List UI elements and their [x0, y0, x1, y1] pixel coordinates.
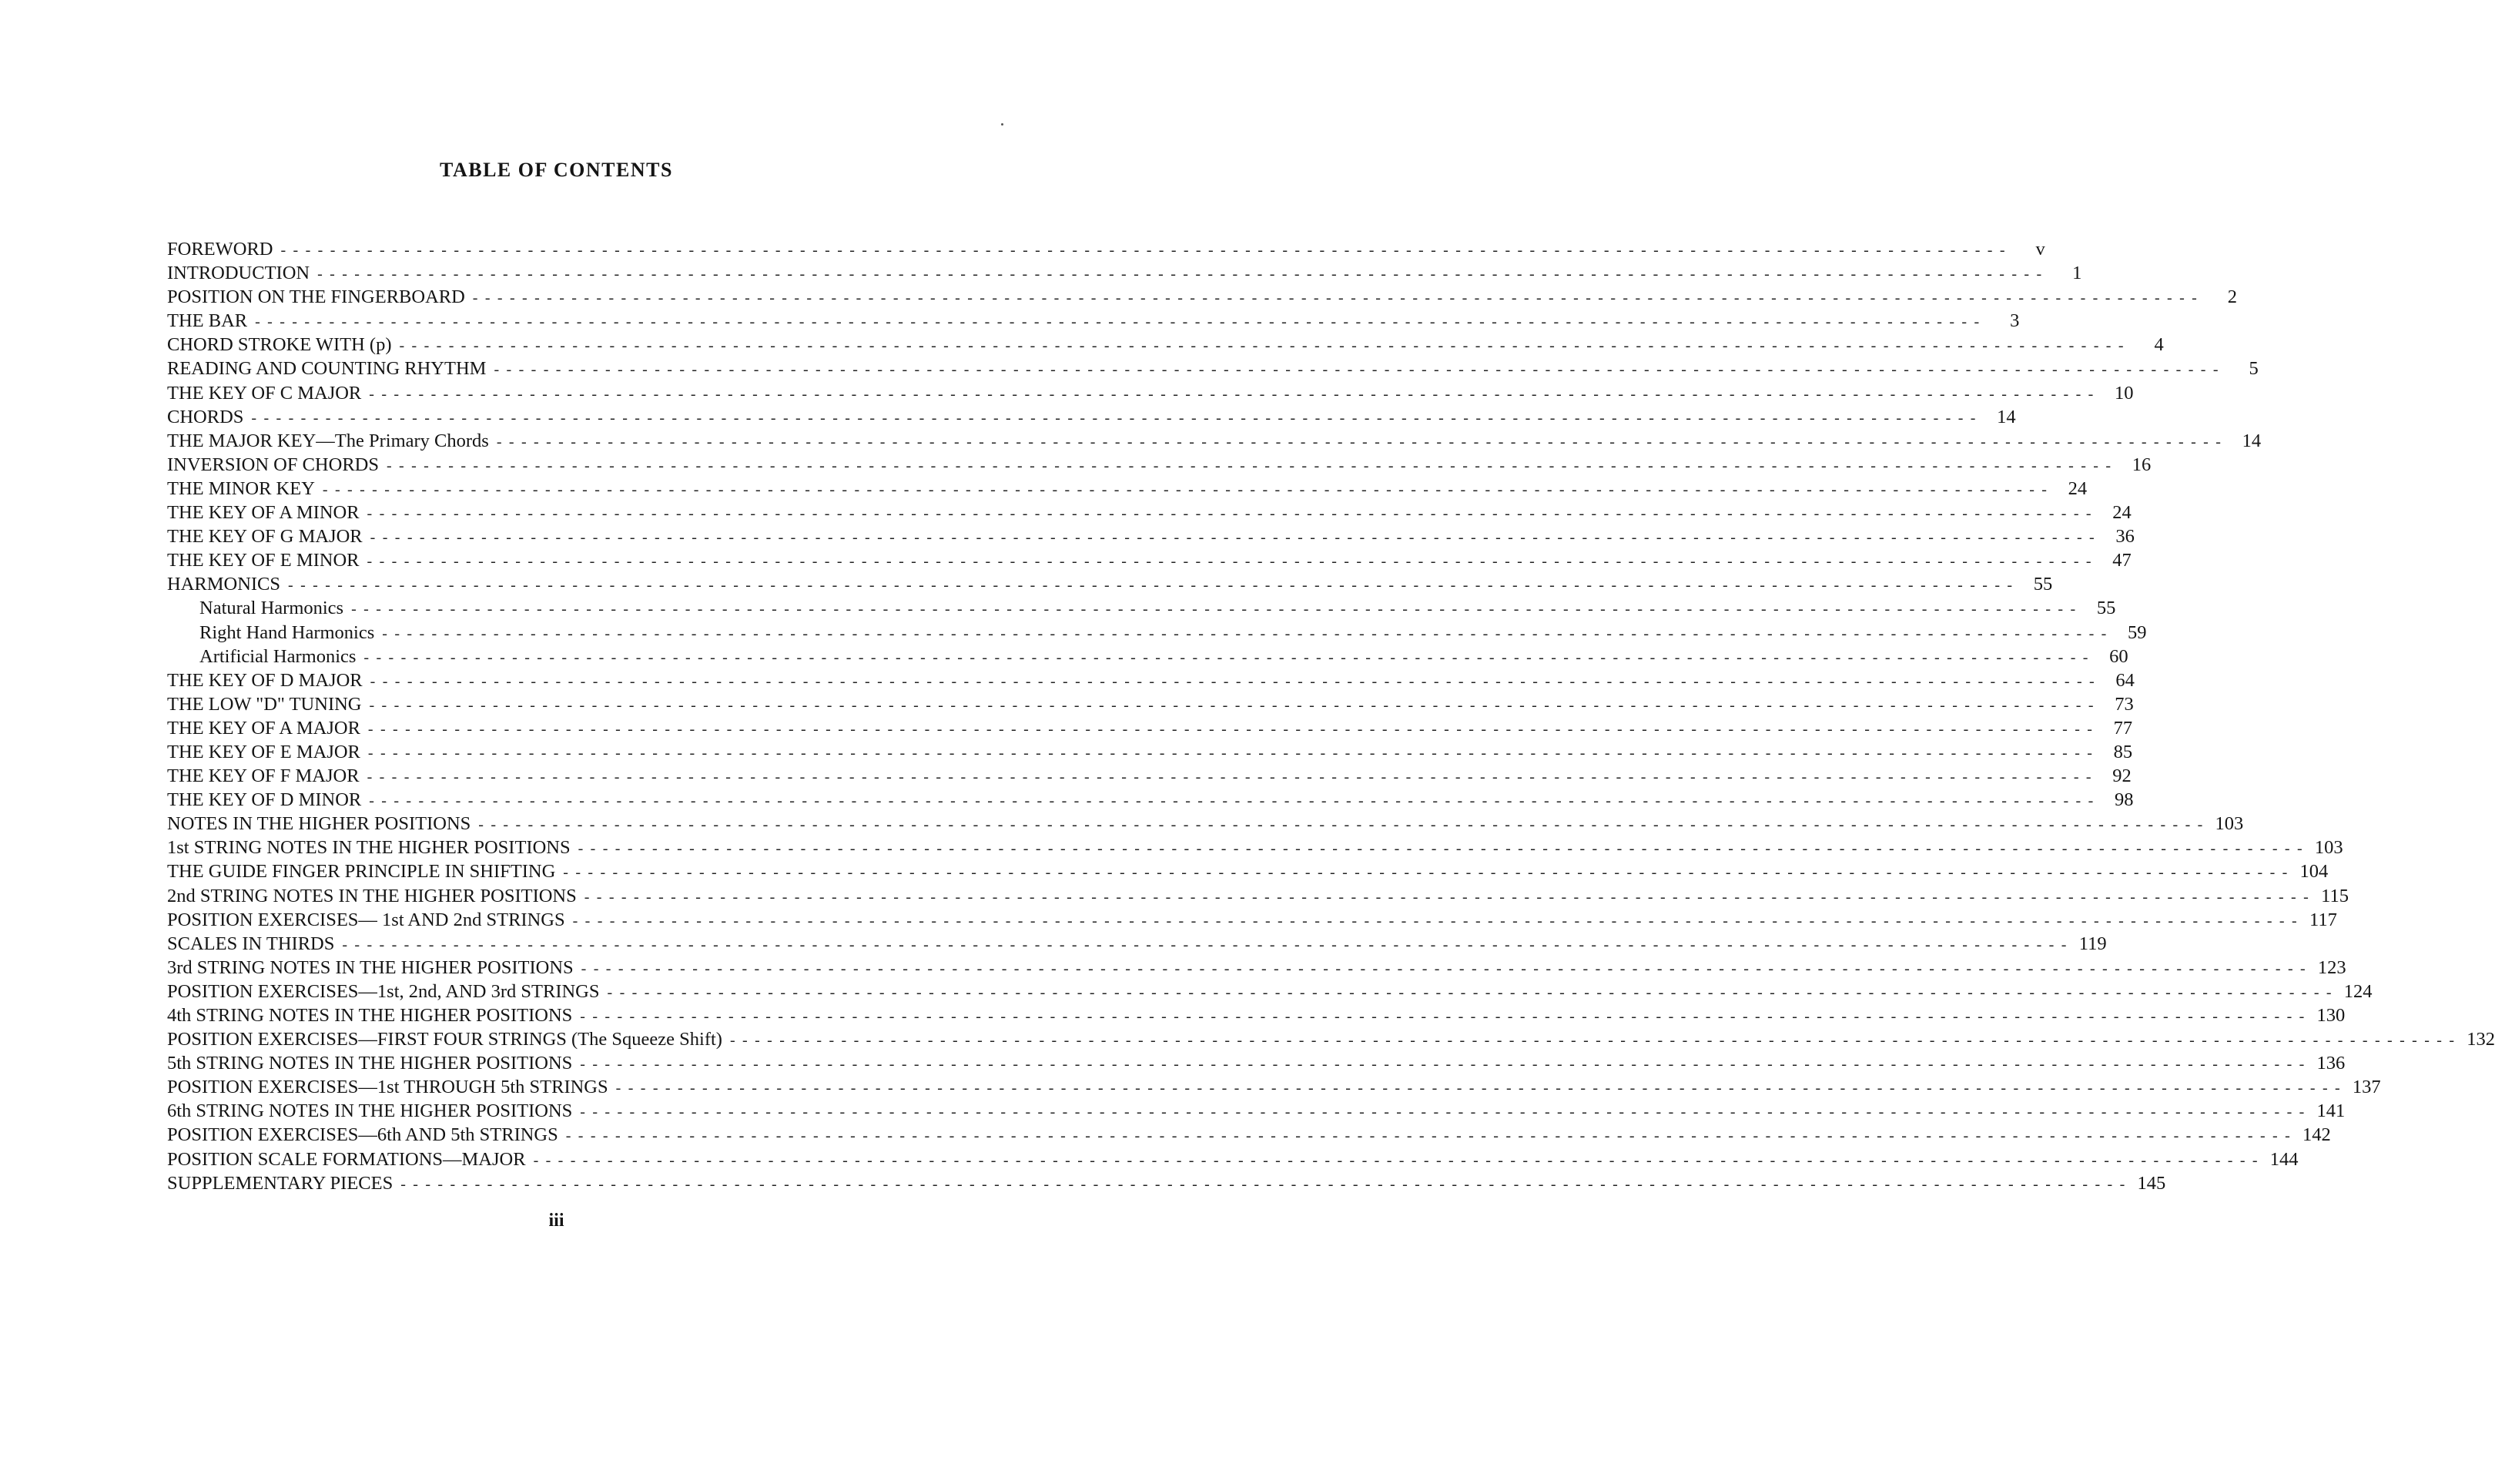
- toc-entry-title: THE KEY OF D MAJOR: [167, 669, 363, 691]
- toc-dot-leader: - - - - - - - - - - - - - - - - - - - - - - - - - - - - - - - - - - - - - - - - - - - - - - - - - - - - - - - - - - - - - - - - - - - - - - - - - - - - - - - - - - - - - - - - - - - - - - - - - - - - - - - - - - - - - - - - - - - - - - - - - - - - - - - - - - - - - - - - - - - -: [472, 290, 2199, 307]
- toc-entry: [167, 645, 2128, 668]
- toc-entry: [167, 453, 2152, 477]
- toc-entry-title: POSITION EXERCISES—FIRST FOUR STRINGS (The Squeeze Shift): [167, 1029, 722, 1050]
- toc-entry-page: 77: [2113, 717, 2133, 739]
- toc-entry-page: 10: [2115, 382, 2134, 404]
- toc-dot-leader: - - - - - - - - - - - - - - - - - - - - - - - - - - - - - - - - - - - - - - - - - - - - - - - - - - - - - - - - - - - - - - - - - - - - - - - - - - - - - - - - - - - - - - - - - - - - - - - - - - - - - - - - - - - - - - - - - - - - - - - - - - - - - - - - - - - - - - - - - - - -: [584, 888, 2310, 906]
- toc-entry-title: Right Hand Harmonics: [199, 621, 375, 643]
- toc-entry-title: NOTES IN THE HIGHER POSITIONS: [167, 813, 471, 835]
- toc-entry-title: INVERSION OF CHORDS: [167, 454, 379, 475]
- toc-entry-title: 2nd STRING NOTES IN THE HIGHER POSITIONS: [167, 885, 577, 906]
- toc-dot-leader: - - - - - - - - - - - - - - - - - - - - - - - - - - - - - - - - - - - - - - - - - - - - - - - - - - - - - - - - - - - - - - - - - - - - - - - - - - - - - - - - - - - - - - - - - - - - - - - - - - - - - - - - - - - - - - - - - - - - - - - - - - - - - - - - - - - - - - - - - - - -: [367, 744, 2095, 762]
- toc-entry-title: 1st STRING NOTES IN THE HIGHER POSITIONS: [167, 837, 571, 859]
- toc-dot-leader: - - - - - - - - - - - - - - - - - - - - - - - - - - - - - - - - - - - - - - - - - - - - - - - - - - - - - - - - - - - - - - - - - - - - - - - - - - - - - - - - - - - - - - - - - - - - - - - - - - - - - - - - - - - - - - - - - - - - - - - - - - - - - - - - - - - - - - - - - - - -: [370, 529, 2096, 547]
- toc-entry-title: THE KEY OF A MINOR: [167, 502, 360, 524]
- table-of-contents: [167, 237, 2495, 1195]
- toc-dot-leader: - - - - - - - - - - - - - - - - - - - - - - - - - - - - - - - - - - - - - - - - - - - - - - - - - - - - - - - - - - - - - - - - - - - - - - - - - - - - - - - - - - - - - - - - - - - - - - - - - - - - - - - - - - - - - - - - - - - - - - - - - - - - - - - - - - - - - - - - - - - -: [382, 625, 2108, 642]
- toc-dot-leader: - - - - - - - - - - - - - - - - - - - - - - - - - - - - - - - - - - - - - - - - - - - - - - - - - - - - - - - - - - - - - - - - - - - - - - - - - - - - - - - - - - - - - - - - - - - - - - - - - - - - - - - - - - - - - - - - - - - - - - - - - - - - - - - - - - - - - - - - - - - -: [615, 1080, 2342, 1097]
- toc-dot-leader: - - - - - - - - - - - - - - - - - - - - - - - - - - - - - - - - - - - - - - - - - - - - - - - - - - - - - - - - - - - - - - - - - - - - - - - - - - - - - - - - - - - - - - - - - - - - - - - - - - - - - - - - - - - - - - - - - - - - - - - - - - - - - - - - - - - - - - - - - - - -: [581, 960, 2307, 977]
- toc-entry: [167, 261, 2082, 285]
- toc-entry: [167, 740, 2133, 764]
- toc-entry: [167, 621, 2147, 645]
- toc-entry-page: 132: [2467, 1029, 2495, 1050]
- toc-entry-title: HARMONICS: [167, 574, 281, 595]
- toc-entry-page: 64: [2115, 669, 2135, 691]
- toc-dot-leader: - - - - - - - - - - - - - - - - - - - - - - - - - - - - - - - - - - - - - - - - - - - - - - - - - - - - - - - - - - - - - - - - - - - - - - - - - - - - - - - - - - - - - - - - - - - - - - - - - - - - - - - - - - - - - - - - - - - - - - - - - - - - - - - - - - - - - - - - - - - -: [729, 1032, 2456, 1050]
- toc-entry-title: 3rd STRING NOTES IN THE HIGHER POSITIONS: [167, 956, 574, 978]
- toc-entry: [167, 1123, 2331, 1147]
- toc-dot-leader: - - - - - - - - - - - - - - - - - - - - - - - - - - - - - - - - - - - - - - - - - - - - - - - - - - - - - - - - - - - - - - - - - - - - - - - - - - - - - - - - - - - - - - - - - - - - - - - - - - - - - - - - - - - - - - - - - - - - - - - - - - - - - - - - - - - - - - - - - - - -: [400, 1175, 2127, 1193]
- toc-dot-leader: - - - - - - - - - - - - - - - - - - - - - - - - - - - - - - - - - - - - - - - - - - - - - - - - - - - - - - - - - - - - - - - - - - - - - - - - - - - - - - - - - - - - - - - - - - - - - - - - - - - - - - - - - - - - - - - - - - - - - - - - - - - - - - - - - - - - - - - - - - - -: [280, 242, 2007, 259]
- toc-entry: [167, 524, 2135, 548]
- toc-entry: [167, 405, 2016, 429]
- toc-entry-page: 3: [2010, 310, 2020, 332]
- toc-dot-leader: - - - - - - - - - - - - - - - - - - - - - - - - - - - - - - - - - - - - - - - - - - - - - - - - - - - - - - - - - - - - - - - - - - - - - - - - - - - - - - - - - - - - - - - - - - - - - - - - - - - - - - - - - - - - - - - - - - - - - - - - - - - - - - - - - - - - - - - - - - - -: [494, 361, 2220, 379]
- toc-dot-leader: - - - - - - - - - - - - - - - - - - - - - - - - - - - - - - - - - - - - - - - - - - - - - - - - - - - - - - - - - - - - - - - - - - - - - - - - - - - - - - - - - - - - - - - - - - - - - - - - - - - - - - - - - - - - - - - - - - - - - - - - - - - - - - - - - - - - - - - - - - - -: [367, 769, 2093, 786]
- toc-entry: [167, 956, 2346, 980]
- toc-dot-leader: - - - - - - - - - - - - - - - - - - - - - - - - - - - - - - - - - - - - - - - - - - - - - - - - - - - - - - - - - - - - - - - - - - - - - - - - - - - - - - - - - - - - - - - - - - - - - - - - - - - - - - - - - - - - - - - - - - - - - - - - - - - - - - - - - - - - - - - - - - - -: [578, 840, 2304, 858]
- toc-entry-title: POSITION SCALE FORMATIONS—MAJOR: [167, 1148, 526, 1170]
- toc-entry-title: SUPPLEMENTARY PIECES: [167, 1172, 394, 1194]
- toc-entry: [167, 668, 2135, 692]
- toc-entry-title: THE MINOR KEY: [167, 477, 315, 499]
- scan-speck: [1001, 123, 1003, 126]
- toc-entry-page: 142: [2302, 1124, 2331, 1146]
- toc-entry: [167, 333, 2164, 357]
- toc-entry-page: 73: [2115, 693, 2134, 715]
- toc-entry: [167, 859, 2329, 883]
- toc-entry: [167, 1099, 2346, 1123]
- toc-dot-leader: - - - - - - - - - - - - - - - - - - - - - - - - - - - - - - - - - - - - - - - - - - - - - - - - - - - - - - - - - - - - - - - - - - - - - - - - - - - - - - - - - - - - - - - - - - - - - - - - - - - - - - - - - - - - - - - - - - - - - - - - - - - - - - - - - - - - - - - - - - - -: [255, 313, 1981, 331]
- toc-entry-page: 16: [2132, 454, 2152, 475]
- toc-entry: [167, 501, 2132, 524]
- toc-entry: [167, 764, 2132, 788]
- toc-dot-leader: - - - - - - - - - - - - - - - - - - - - - - - - - - - - - - - - - - - - - - - - - - - - - - - - - - - - - - - - - - - - - - - - - - - - - - - - - - - - - - - - - - - - - - - - - - - - - - - - - - - - - - - - - - - - - - - - - - - - - - - - - - - - - - - - - - - - - - - - - - - -: [369, 696, 2095, 714]
- toc-entry: [167, 548, 2132, 572]
- toc-entry-title: READING AND COUNTING RHYTHM: [167, 358, 487, 380]
- toc-dot-leader: - - - - - - - - - - - - - - - - - - - - - - - - - - - - - - - - - - - - - - - - - - - - - - - - - - - - - - - - - - - - - - - - - - - - - - - - - - - - - - - - - - - - - - - - - - - - - - - - - - - - - - - - - - - - - - - - - - - - - - - - - - - - - - - - - - - - - - - - - - - -: [496, 433, 2223, 451]
- toc-dot-leader: - - - - - - - - - - - - - - - - - - - - - - - - - - - - - - - - - - - - - - - - - - - - - - - - - - - - - - - - - - - - - - - - - - - - - - - - - - - - - - - - - - - - - - - - - - - - - - - - - - - - - - - - - - - - - - - - - - - - - - - - - - - - - - - - - - - - - - - - - - - -: [572, 912, 2299, 930]
- page-number: iii: [548, 1211, 564, 1231]
- toc-dot-leader: - - - - - - - - - - - - - - - - - - - - - - - - - - - - - - - - - - - - - - - - - - - - - - - - - - - - - - - - - - - - - - - - - - - - - - - - - - - - - - - - - - - - - - - - - - - - - - - - - - - - - - - - - - - - - - - - - - - - - - - - - - - - - - - - - - - - - - - - - - - -: [478, 816, 2205, 834]
- toc-entry-title: THE KEY OF D MINOR: [167, 789, 362, 811]
- toc-entry-page: 55: [2096, 598, 2116, 619]
- toc-dot-leader: - - - - - - - - - - - - - - - - - - - - - - - - - - - - - - - - - - - - - - - - - - - - - - - - - - - - - - - - - - - - - - - - - - - - - - - - - - - - - - - - - - - - - - - - - - - - - - - - - - - - - - - - - - - - - - - - - - - - - - - - - - - - - - - - - - - - - - - - - - - -: [369, 792, 2095, 810]
- toc-entry: [167, 788, 2134, 812]
- toc-entry-title: Artificial Harmonics: [199, 645, 357, 667]
- toc-entry: [167, 285, 2238, 309]
- toc-entry-title: 5th STRING NOTES IN THE HIGHER POSITIONS: [167, 1053, 573, 1074]
- toc-entry-page: 145: [2137, 1172, 2166, 1194]
- toc-entry-title: Natural Harmonics: [199, 598, 344, 619]
- toc-entry-page: 104: [2299, 861, 2329, 883]
- toc-dot-leader: - - - - - - - - - - - - - - - - - - - - - - - - - - - - - - - - - - - - - - - - - - - - - - - - - - - - - - - - - - - - - - - - - - - - - - - - - - - - - - - - - - - - - - - - - - - - - - - - - - - - - - - - - - - - - - - - - - - - - - - - - - - - - - - - - - - - - - - - - - - -: [580, 1104, 2306, 1121]
- page-title: TABLE OF CONTENTS: [440, 159, 673, 181]
- toc-entry-title: THE BAR: [167, 310, 248, 332]
- toc-entry: [167, 572, 2053, 596]
- toc-entry: [167, 908, 2337, 932]
- toc-entry-title: CHORD STROKE WITH (p): [167, 334, 392, 356]
- toc-entry-page: 130: [2316, 1005, 2346, 1026]
- toc-entry-title: THE KEY OF C MAJOR: [167, 382, 362, 404]
- toc-entry-page: 1: [2072, 263, 2082, 284]
- toc-entry-page: 85: [2113, 741, 2133, 762]
- toc-entry-page: 137: [2352, 1077, 2381, 1098]
- toc-entry-title: INTRODUCTION: [167, 263, 310, 284]
- toc-entry: [167, 1051, 2346, 1075]
- toc-entry: [167, 309, 2020, 333]
- toc-entry-page: 103: [2314, 837, 2343, 859]
- toc-entry-page: 5: [2249, 358, 2259, 380]
- toc-entry-title: THE KEY OF A MAJOR: [167, 717, 360, 739]
- toc-entry-page: 24: [2068, 477, 2088, 499]
- toc-dot-leader: - - - - - - - - - - - - - - - - - - - - - - - - - - - - - - - - - - - - - - - - - - - - - - - - - - - - - - - - - - - - - - - - - - - - - - - - - - - - - - - - - - - - - - - - - - - - - - - - - - - - - - - - - - - - - - - - - - - - - - - - - - - - - - - - - - - - - - - - - - - -: [580, 1008, 2306, 1025]
- toc-entry-page: v: [2035, 239, 2045, 260]
- toc-entry: [167, 429, 2262, 453]
- toc-dot-leader: - - - - - - - - - - - - - - - - - - - - - - - - - - - - - - - - - - - - - - - - - - - - - - - - - - - - - - - - - - - - - - - - - - - - - - - - - - - - - - - - - - - - - - - - - - - - - - - - - - - - - - - - - - - - - - - - - - - - - - - - - - - - - - - - - - - - - - - - - - - -: [580, 1056, 2306, 1074]
- toc-entry-page: 59: [2128, 621, 2147, 643]
- toc-entry-page: 24: [2112, 502, 2132, 524]
- toc-entry-title: THE MAJOR KEY—The Primary Chords: [167, 430, 489, 451]
- toc-entry-page: 136: [2316, 1053, 2346, 1074]
- toc-entry-page: 14: [1997, 406, 2016, 427]
- toc-entry-title: THE GUIDE FINGER PRINCIPLE IN SHIFTING: [167, 861, 556, 883]
- toc-entry: [167, 812, 2244, 836]
- toc-dot-leader: - - - - - - - - - - - - - - - - - - - - - - - - - - - - - - - - - - - - - - - - - - - - - - - - - - - - - - - - - - - - - - - - - - - - - - - - - - - - - - - - - - - - - - - - - - - - - - - - - - - - - - - - - - - - - - - - - - - - - - - - - - - - - - - - - - - - - - - - - - - -: [322, 481, 2049, 498]
- toc-entry-title: THE LOW "D" TUNING: [167, 693, 362, 715]
- toc-entry-page: 119: [2078, 933, 2107, 954]
- toc-entry-page: 47: [2112, 550, 2132, 571]
- toc-entry-title: 4th STRING NOTES IN THE HIGHER POSITIONS: [167, 1005, 573, 1026]
- toc-entry-title: FOREWORD: [167, 239, 273, 260]
- toc-entry: [167, 884, 2349, 908]
- toc-entry-page: 2: [2227, 286, 2238, 308]
- toc-entry-title: POSITION ON THE FINGERBOARD: [167, 286, 465, 308]
- toc-dot-leader: - - - - - - - - - - - - - - - - - - - - - - - - - - - - - - - - - - - - - - - - - - - - - - - - - - - - - - - - - - - - - - - - - - - - - - - - - - - - - - - - - - - - - - - - - - - - - - - - - - - - - - - - - - - - - - - - - - - - - - - - - - - - - - - - - - - - - - - - - - - -: [288, 577, 2014, 595]
- toc-entry-page: 55: [2033, 574, 2053, 595]
- toc-entry-page: 141: [2316, 1100, 2346, 1122]
- toc-entry-title: THE KEY OF G MAJOR: [167, 526, 363, 548]
- toc-entry: [167, 692, 2134, 716]
- toc-entry: [167, 836, 2343, 859]
- toc-dot-leader: - - - - - - - - - - - - - - - - - - - - - - - - - - - - - - - - - - - - - - - - - - - - - - - - - - - - - - - - - - - - - - - - - - - - - - - - - - - - - - - - - - - - - - - - - - - - - - - - - - - - - - - - - - - - - - - - - - - - - - - - - - - - - - - - - - - - - - - - - - - -: [563, 864, 2289, 882]
- toc-entry-page: 60: [2109, 645, 2128, 667]
- toc-entry: [167, 932, 2107, 956]
- toc-entry-title: THE KEY OF F MAJOR: [167, 765, 360, 787]
- toc-entry: [167, 716, 2133, 740]
- toc-dot-leader: - - - - - - - - - - - - - - - - - - - - - - - - - - - - - - - - - - - - - - - - - - - - - - - - - - - - - - - - - - - - - - - - - - - - - - - - - - - - - - - - - - - - - - - - - - - - - - - - - - - - - - - - - - - - - - - - - - - - - - - - - - - - - - - - - - - - - - - - - - - -: [251, 409, 1978, 427]
- toc-entry-page: 123: [2317, 956, 2346, 978]
- toc-dot-leader: - - - - - - - - - - - - - - - - - - - - - - - - - - - - - - - - - - - - - - - - - - - - - - - - - - - - - - - - - - - - - - - - - - - - - - - - - - - - - - - - - - - - - - - - - - - - - - - - - - - - - - - - - - - - - - - - - - - - - - - - - - - - - - - - - - - - - - - - - - - -: [565, 1127, 2292, 1145]
- toc-entry-title: POSITION EXERCISES—1st, 2nd, AND 3rd STRINGS: [167, 980, 600, 1002]
- toc-dot-leader: - - - - - - - - - - - - - - - - - - - - - - - - - - - - - - - - - - - - - - - - - - - - - - - - - - - - - - - - - - - - - - - - - - - - - - - - - - - - - - - - - - - - - - - - - - - - - - - - - - - - - - - - - - - - - - - - - - - - - - - - - - - - - - - - - - - - - - - - - - - -: [386, 457, 2113, 474]
- toc-dot-leader: - - - - - - - - - - - - - - - - - - - - - - - - - - - - - - - - - - - - - - - - - - - - - - - - - - - - - - - - - - - - - - - - - - - - - - - - - - - - - - - - - - - - - - - - - - - - - - - - - - - - - - - - - - - - - - - - - - - - - - - - - - - - - - - - - - - - - - - - - - - -: [342, 936, 2068, 953]
- toc-entry: [167, 1147, 2299, 1171]
- toc-dot-leader: - - - - - - - - - - - - - - - - - - - - - - - - - - - - - - - - - - - - - - - - - - - - - - - - - - - - - - - - - - - - - - - - - - - - - - - - - - - - - - - - - - - - - - - - - - - - - - - - - - - - - - - - - - - - - - - - - - - - - - - - - - - - - - - - - - - - - - - - - - - -: [607, 983, 2333, 1001]
- toc-entry-page: 4: [2154, 334, 2164, 356]
- toc-entry-page: 98: [2114, 789, 2134, 811]
- toc-dot-leader: - - - - - - - - - - - - - - - - - - - - - - - - - - - - - - - - - - - - - - - - - - - - - - - - - - - - - - - - - - - - - - - - - - - - - - - - - - - - - - - - - - - - - - - - - - - - - - - - - - - - - - - - - - - - - - - - - - - - - - - - - - - - - - - - - - - - - - - - - - - -: [370, 672, 2096, 690]
- toc-entry-title: POSITION EXERCISES—6th AND 5th STRINGS: [167, 1124, 558, 1146]
- toc-dot-leader: - - - - - - - - - - - - - - - - - - - - - - - - - - - - - - - - - - - - - - - - - - - - - - - - - - - - - - - - - - - - - - - - - - - - - - - - - - - - - - - - - - - - - - - - - - - - - - - - - - - - - - - - - - - - - - - - - - - - - - - - - - - - - - - - - - - - - - - - - - - -: [533, 1151, 2259, 1169]
- toc-entry-page: 144: [2269, 1148, 2299, 1170]
- toc-dot-leader: - - - - - - - - - - - - - - - - - - - - - - - - - - - - - - - - - - - - - - - - - - - - - - - - - - - - - - - - - - - - - - - - - - - - - - - - - - - - - - - - - - - - - - - - - - - - - - - - - - - - - - - - - - - - - - - - - - - - - - - - - - - - - - - - - - - - - - - - - - - -: [399, 337, 2125, 355]
- toc-entry: [167, 1003, 2346, 1027]
- toc-entry: [167, 1027, 2495, 1051]
- toc-entry-title: 6th STRING NOTES IN THE HIGHER POSITIONS: [167, 1100, 573, 1122]
- toc-dot-leader: - - - - - - - - - - - - - - - - - - - - - - - - - - - - - - - - - - - - - - - - - - - - - - - - - - - - - - - - - - - - - - - - - - - - - - - - - - - - - - - - - - - - - - - - - - - - - - - - - - - - - - - - - - - - - - - - - - - - - - - - - - - - - - - - - - - - - - - - - - - -: [369, 385, 2095, 403]
- toc-dot-leader: - - - - - - - - - - - - - - - - - - - - - - - - - - - - - - - - - - - - - - - - - - - - - - - - - - - - - - - - - - - - - - - - - - - - - - - - - - - - - - - - - - - - - - - - - - - - - - - - - - - - - - - - - - - - - - - - - - - - - - - - - - - - - - - - - - - - - - - - - - - -: [351, 601, 2078, 618]
- toc-dot-leader: - - - - - - - - - - - - - - - - - - - - - - - - - - - - - - - - - - - - - - - - - - - - - - - - - - - - - - - - - - - - - - - - - - - - - - - - - - - - - - - - - - - - - - - - - - - - - - - - - - - - - - - - - - - - - - - - - - - - - - - - - - - - - - - - - - - - - - - - - - - -: [367, 553, 2093, 571]
- toc-entry: [167, 381, 2134, 405]
- toc-dot-leader: - - - - - - - - - - - - - - - - - - - - - - - - - - - - - - - - - - - - - - - - - - - - - - - - - - - - - - - - - - - - - - - - - - - - - - - - - - - - - - - - - - - - - - - - - - - - - - - - - - - - - - - - - - - - - - - - - - - - - - - - - - - - - - - - - - - - - - - - - - - -: [367, 505, 2093, 523]
- toc-entry-page: 124: [2343, 980, 2373, 1002]
- toc-entry-title: CHORDS: [167, 406, 244, 427]
- toc-entry-page: 115: [2321, 885, 2349, 906]
- toc-entry: [167, 357, 2259, 380]
- toc-entry: [167, 477, 2088, 501]
- toc-dot-leader: - - - - - - - - - - - - - - - - - - - - - - - - - - - - - - - - - - - - - - - - - - - - - - - - - - - - - - - - - - - - - - - - - - - - - - - - - - - - - - - - - - - - - - - - - - - - - - - - - - - - - - - - - - - - - - - - - - - - - - - - - - - - - - - - - - - - - - - - - - - -: [317, 266, 2044, 283]
- toc-entry-title: POSITION EXERCISES— 1st AND 2nd STRINGS: [167, 909, 565, 930]
- toc-entry: [167, 1075, 2381, 1099]
- toc-entry: [167, 596, 2116, 620]
- toc-entry-title: POSITION EXERCISES—1st THROUGH 5th STRINGS: [167, 1077, 608, 1098]
- toc-entry-page: 36: [2115, 526, 2135, 548]
- toc-entry-page: 14: [2242, 430, 2262, 451]
- toc-dot-leader: - - - - - - - - - - - - - - - - - - - - - - - - - - - - - - - - - - - - - - - - - - - - - - - - - - - - - - - - - - - - - - - - - - - - - - - - - - - - - - - - - - - - - - - - - - - - - - - - - - - - - - - - - - - - - - - - - - - - - - - - - - - - - - - - - - - - - - - - - - - -: [363, 648, 2090, 666]
- toc-entry: [167, 1171, 2166, 1195]
- toc-entry-title: THE KEY OF E MINOR: [167, 550, 360, 571]
- toc-entry-page: 92: [2112, 765, 2132, 787]
- toc-entry: [167, 237, 2045, 261]
- toc-entry-page: 103: [2215, 813, 2244, 835]
- toc-entry: [167, 980, 2373, 1003]
- toc-entry-title: SCALES IN THIRDS: [167, 933, 335, 954]
- toc-dot-leader: - - - - - - - - - - - - - - - - - - - - - - - - - - - - - - - - - - - - - - - - - - - - - - - - - - - - - - - - - - - - - - - - - - - - - - - - - - - - - - - - - - - - - - - - - - - - - - - - - - - - - - - - - - - - - - - - - - - - - - - - - - - - - - - - - - - - - - - - - - - -: [367, 720, 2095, 738]
- toc-entry-title: THE KEY OF E MAJOR: [167, 741, 360, 762]
- toc-entry-page: 117: [2309, 909, 2337, 930]
